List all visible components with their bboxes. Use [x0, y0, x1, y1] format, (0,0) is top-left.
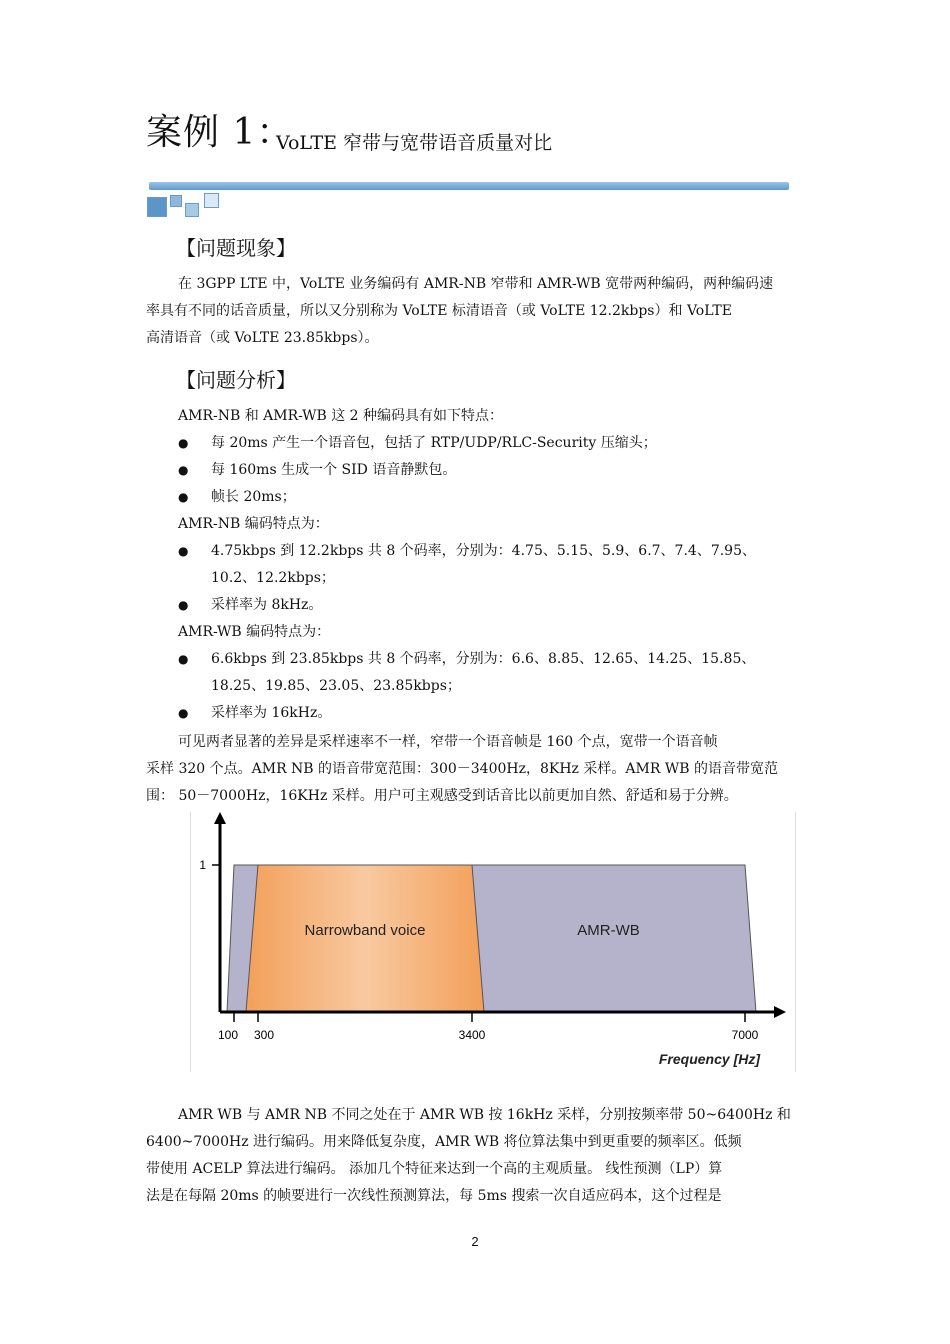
banner-square — [170, 195, 182, 207]
banner-square — [185, 203, 199, 217]
bullet-icon: ● — [178, 463, 189, 477]
paragraph-line: 在 3GPP LTE 中，VoLTE 业务编码有 AMR-NB 窄带和 AMR-WB 宽带两种编码，两种编码速 — [178, 276, 774, 292]
bullet-text: 4.75kbps 到 12.2kbps 共 8 个码率，分别为：4.75、5.15、5.9、6.7、7.4、7.95、 — [211, 543, 756, 559]
y-tick-label: 1 — [199, 858, 206, 872]
paragraph-line: 围： 50－7000Hz，16KHz 采样。用户可主观感受到话音比以前更加自然、舒适和易于分辨。 — [146, 788, 738, 804]
paragraph-line: 可见两者显著的差异是采样速率不一样，窄带一个语音帧是 160 个点，宽带一个语音帧 — [178, 734, 718, 750]
page-subtitle: VoLTE 窄带与宽带语音质量对比 — [276, 132, 553, 154]
series-label: Narrowband voice — [304, 922, 426, 939]
y-axis-arrow — [214, 812, 226, 824]
bullet-icon: ● — [178, 706, 189, 720]
bullet-text-continuation: 18.25、19.85、23.05、23.85kbps； — [211, 678, 461, 694]
bullet-text: 每 20ms 产生一个语音包，包括了 RTP/UDP/RLC-Security 压缩头； — [211, 435, 657, 451]
section-heading-analysis: 【问题分析】 — [176, 368, 296, 392]
banner-square — [147, 197, 167, 217]
bullet-text-continuation: 10.2、12.2kbps； — [211, 570, 335, 586]
paragraph-line: 带使用 ACELP 算法进行编码。 添加几个特征来达到一个高的主观质量。 线性预测（LP）算 — [146, 1161, 723, 1177]
nb-title: AMR-NB 编码特点为： — [178, 516, 329, 532]
bullet-text: 每 160ms 生成一个 SID 语音静默包。 — [211, 462, 457, 478]
bullet-icon: ● — [178, 598, 189, 612]
series-label: AMR-WB — [577, 922, 640, 939]
bullet-icon: ● — [178, 436, 189, 450]
bullet-text: 帧长 20ms； — [211, 489, 296, 505]
x-tick-label: 3400 — [458, 1028, 486, 1042]
paragraph-line: 高清语音（或 VoLTE 23.85kbps）。 — [146, 330, 379, 346]
paragraph-line: 采样 320 个点。AMR NB 的语音带宽范围：300－3400Hz，8KHz 采样。AMR WB 的语音带宽范 — [146, 761, 778, 777]
paragraph-line: 率具有不同的话音质量，所以又分别称为 VoLTE 标清语音（或 VoLTE 12.2kbps）和 VoLTE — [146, 303, 732, 319]
section-heading-phenomenon: 【问题现象】 — [176, 236, 296, 260]
x-axis-arrow — [774, 1006, 786, 1018]
banner-square — [204, 193, 219, 208]
bullet-icon: ● — [178, 652, 189, 666]
bandwidth-chart-svg — [190, 812, 796, 1072]
wb-title: AMR-WB 编码特点为： — [178, 624, 331, 640]
x-axis-label: Frequency [Hz] — [658, 1051, 760, 1067]
title-banner-bar — [149, 182, 789, 190]
x-tick-label: 7000 — [731, 1028, 759, 1042]
bullet-text: 6.6kbps 到 23.85kbps 共 8 个码率，分别为：6.6、8.85、12.65、14.25、15.85、 — [211, 651, 756, 667]
bullet-icon: ● — [178, 544, 189, 558]
page-title: 案例 1： — [146, 112, 294, 153]
paragraph-line: AMR-NB 和 AMR-WB 这 2 种编码具有如下特点： — [178, 408, 504, 424]
x-tick-label: 100 — [217, 1028, 239, 1042]
paragraph-line: 6400~7000Hz 进行编码。用来降低复杂度，AMR WB 将位算法集中到更重要的频率区。低频 — [146, 1134, 742, 1150]
x-tick-label: 300 — [253, 1028, 275, 1042]
bandwidth-chart — [190, 812, 796, 1072]
page-number: 2 — [471, 1234, 479, 1249]
paragraph-line: AMR WB 与 AMR NB 不同之处在于 AMR WB 按 16kHz 采样，分别按频率带 50~6400Hz 和 — [178, 1107, 791, 1123]
bullet-icon: ● — [178, 490, 189, 504]
bullet-text: 采样率为 16kHz。 — [211, 705, 332, 721]
bullet-text: 采样率为 8kHz。 — [211, 597, 323, 613]
paragraph-line: 法是在每隔 20ms 的帧要进行一次线性预测算法，每 5ms 搜索一次自适应码本，这个过程是 — [146, 1188, 722, 1204]
